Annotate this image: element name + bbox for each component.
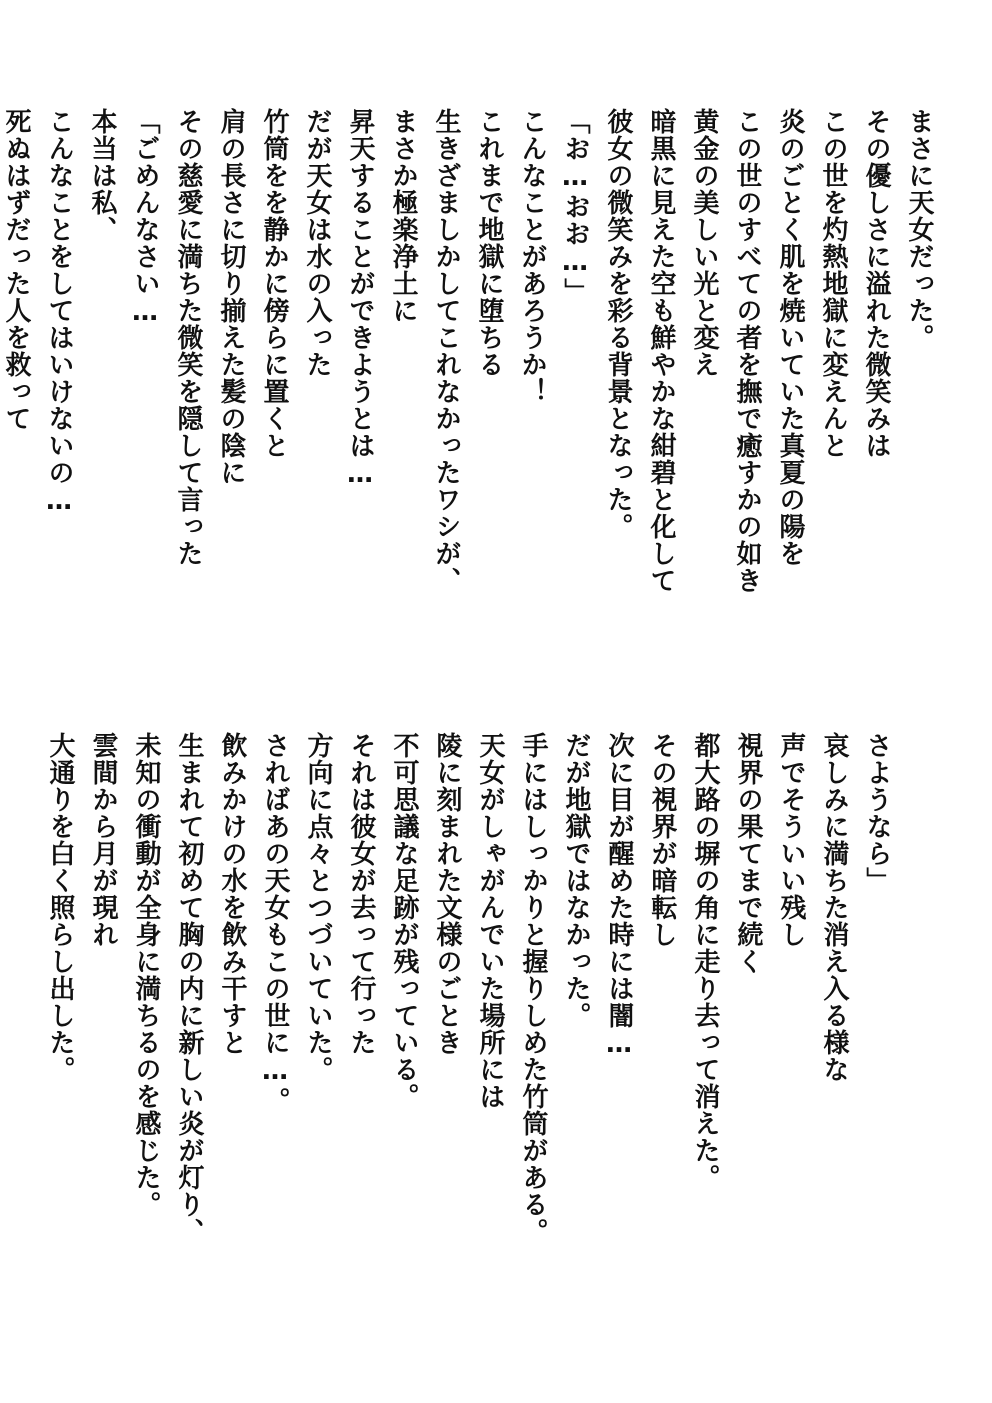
upper-text-block [1,108,940,628]
text-line: 竹筒をを静かに傍らに置くと [259,108,289,459]
text-line: この世を灼熱地獄に変えんと [818,108,848,459]
text-line: 黄金の美しい光と変え [689,108,719,378]
text-line: それは彼女が去って行った [346,732,376,1056]
text-line: 「お…おお…」 [560,108,590,305]
text-line: その優しさに溢れた微笑みは [861,108,891,459]
text-line: さようなら」 [862,732,892,894]
text-line: だが天女は水の入った [302,108,332,378]
text-line: 「ごめんなさい… [130,108,160,328]
text-line: まさに天女だった。 [904,108,934,351]
text-line: その視界が暗転し [647,732,677,948]
text-line: 生まれて初めて胸の内に新しい炎が灯り、 [174,732,204,1245]
text-line: 暗黒に見えた空も鮮やかな紺碧と化して [646,108,676,594]
text-line: さればあの天女もこの世に…。 [260,732,290,1114]
text-line: 声でそういい残し [776,732,806,948]
text-line: 雲間から月が現れ [88,732,118,948]
text-line: 天女がしゃがんでいた場所には [475,732,505,1110]
text-line: 飲みかけの水を飲み干すと [217,732,247,1056]
text-line: 本当は私、 [87,108,117,243]
text-line: 彼女の微笑みを彩る背景となった。 [603,108,633,540]
text-line: 不可思議な足跡が残っている。 [389,732,419,1110]
text-line: 肩の長さに切り揃えた髪の陰に [216,108,246,486]
text-line: 未知の衝動が全身に満ちるのを感じた。 [131,732,161,1218]
text-line: 都大路の塀の角に走り去って消えた。 [690,732,720,1191]
text-line: 哀しみに満ちた消え入る様な [819,732,849,1083]
text-line: その慈愛に満ちた微笑を隠して言った [173,108,203,567]
text-line: こんなことがあろうか！ [517,108,547,405]
text-line: 生きざましかしてこれなかったワシが、 [431,108,461,594]
text-line: 炎のごとく肌を焼いていた真夏の陽を [775,108,805,567]
text-line: 死ぬはずだった人を救って [1,108,31,432]
lower-text-block [40,732,898,1352]
text-line: 大通りを白く照らし出した。 [45,732,75,1083]
text-line: まさか極楽浄土に [388,108,418,324]
text-line: 昇天することができようとは… [345,108,375,490]
text-line: この世のすべての者を撫で癒すかの如き [732,108,762,594]
text-line: 視界の果てまで続く [733,732,763,975]
text-line: 手にはしっかりと握りしめた竹筒がある。 [518,732,548,1245]
text-line: これまで地獄に堕ちる [474,108,504,378]
text-line: だが地獄ではなかった。 [561,732,591,1029]
text-line: 陵に刻まれた文様のごとき [432,732,462,1056]
text-line: 次に目が醒めた時には闇… [604,732,634,1060]
text-line: こんなことをしてはいけないの… [44,108,74,517]
text-line: 方向に点々とつづいていた。 [303,732,333,1083]
